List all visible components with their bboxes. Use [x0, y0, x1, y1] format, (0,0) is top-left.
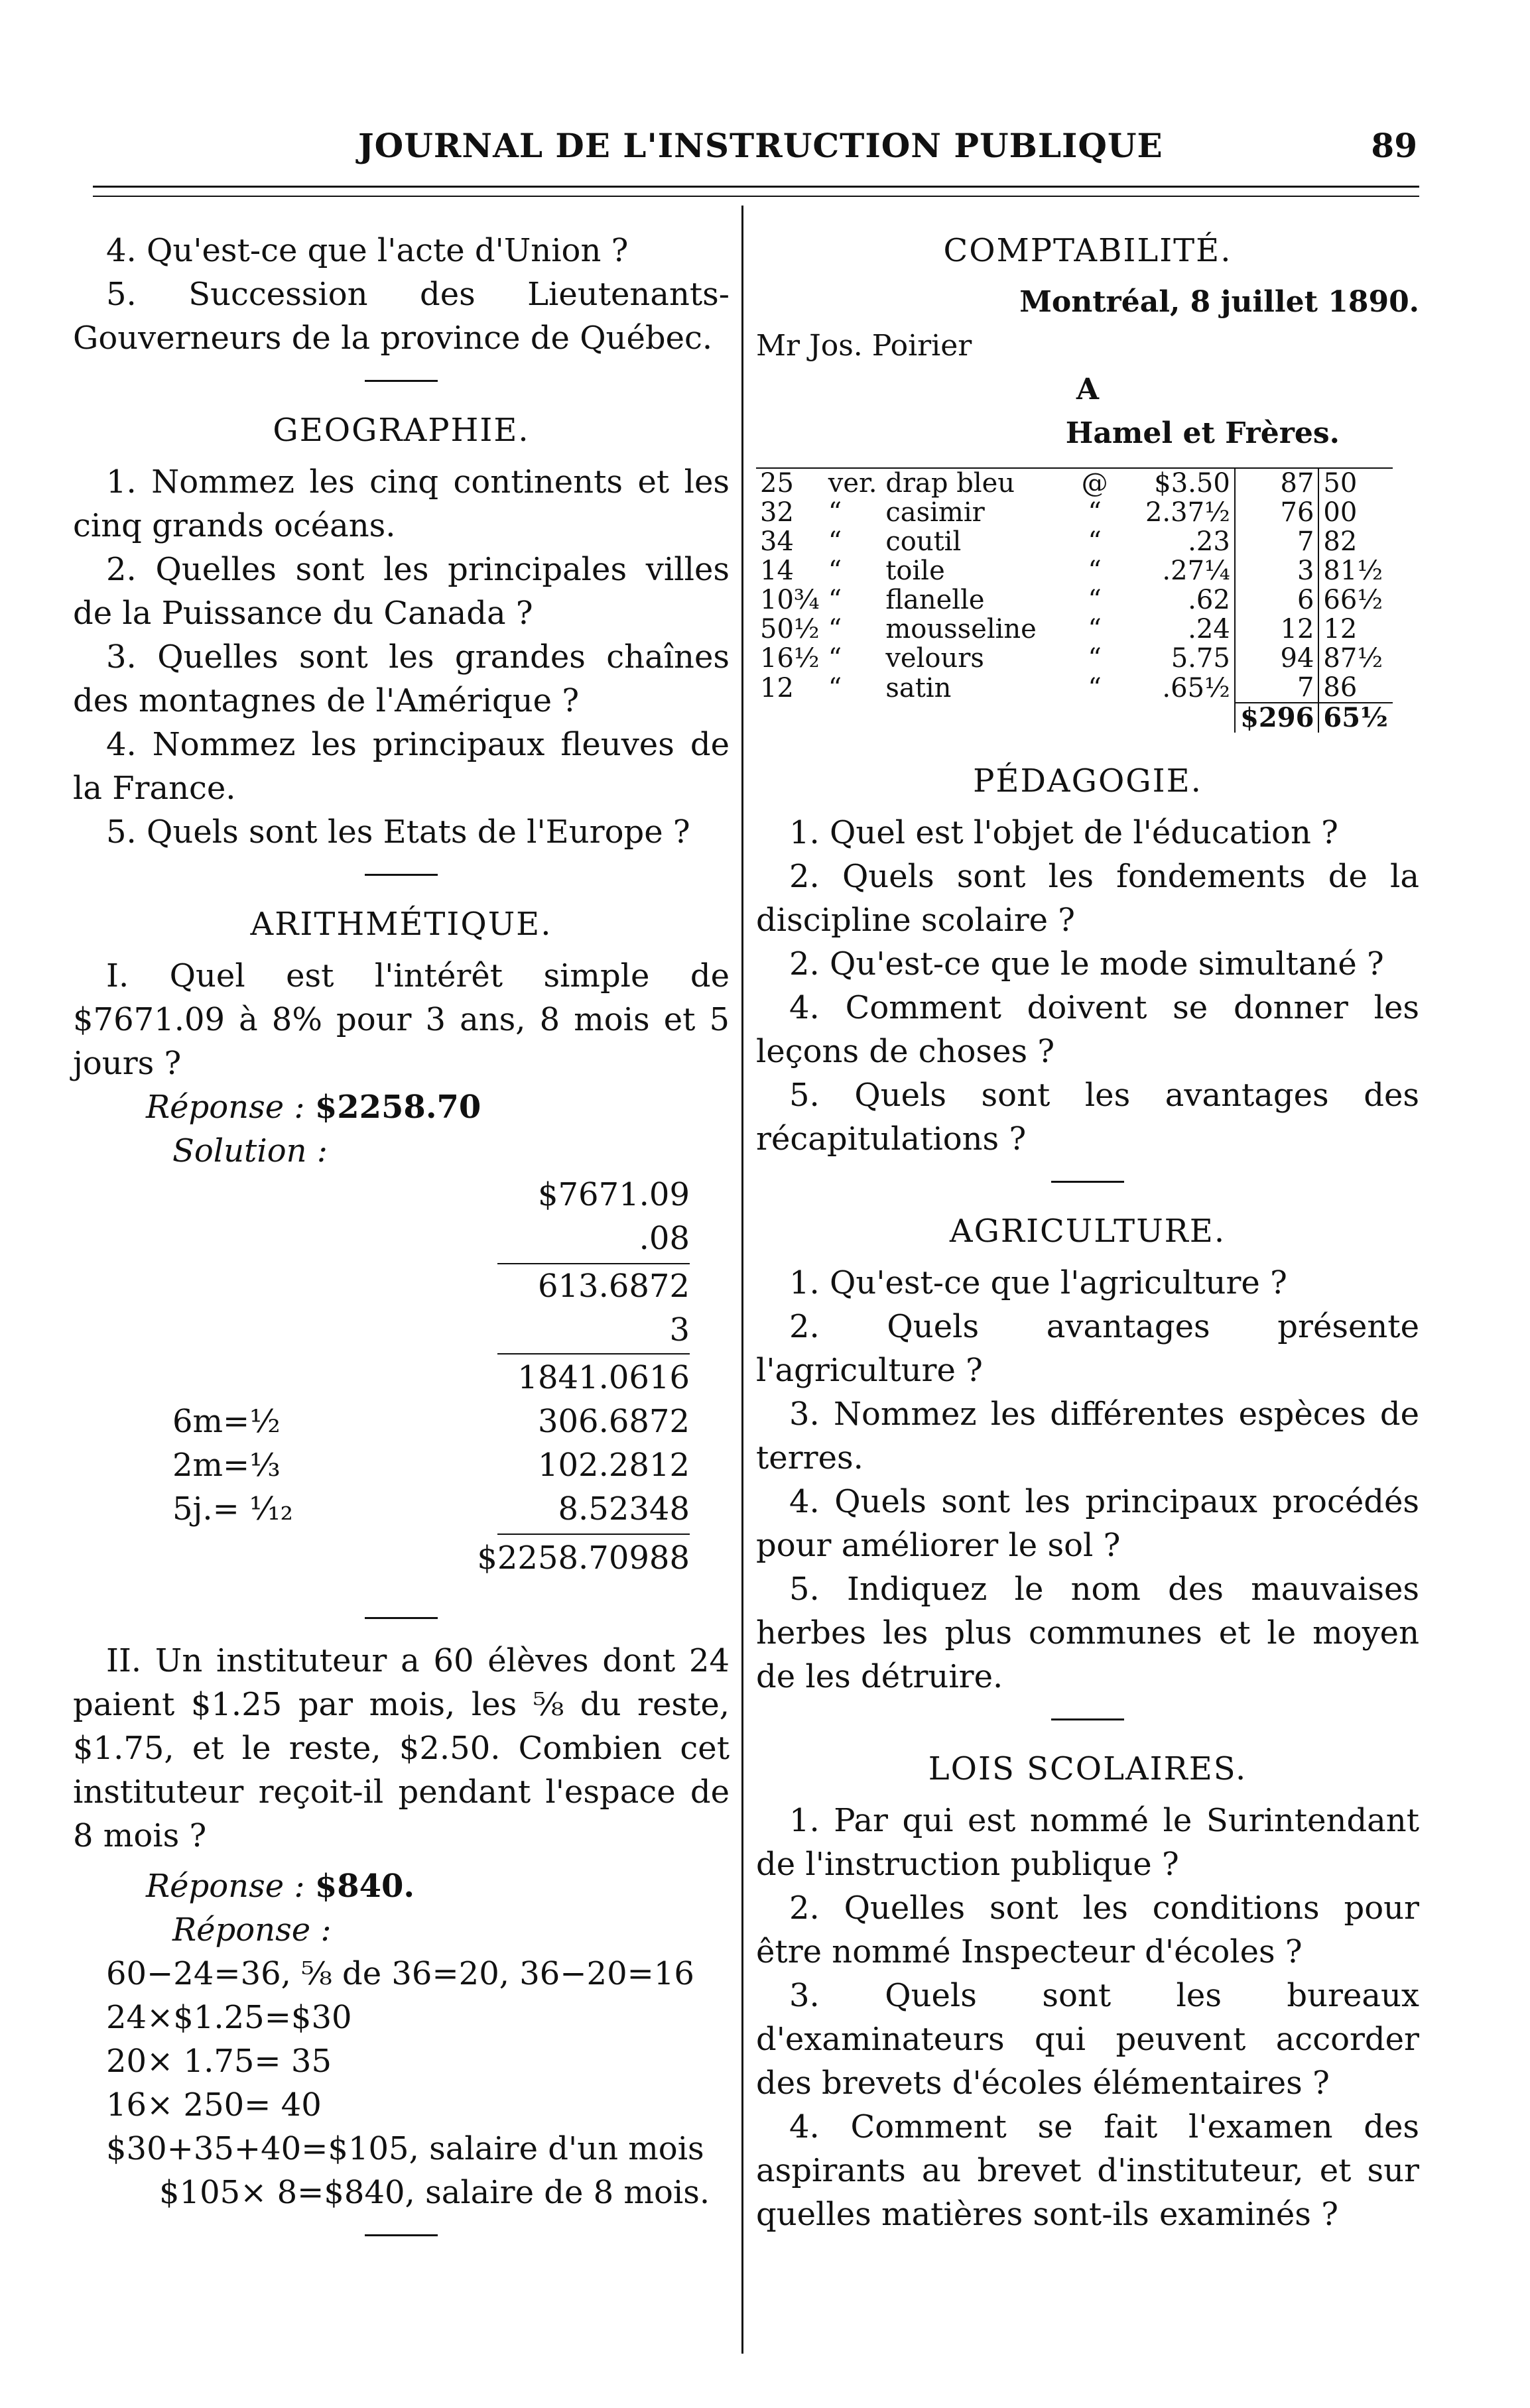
invoice-cell-at: @: [1064, 468, 1125, 498]
section-title-geographie: GEOGRAPHIE.: [273, 412, 530, 449]
journal-title: JOURNAL DE L'INSTRUCTION PUBLIQUE: [358, 126, 1163, 165]
page-number: 89: [1371, 126, 1417, 165]
calc-label: 6m=½: [172, 1403, 281, 1440]
right-column: [756, 229, 1419, 2236]
calc-value: 306.6872: [537, 1403, 690, 1440]
answer-line: [146, 1085, 730, 1129]
calc-value: $7671.09: [537, 1176, 690, 1213]
question-item: 5. Quels sont les avantages des récapitulations ?: [756, 1077, 1419, 1158]
invoice-row: [756, 468, 1393, 498]
question-item: 1. Par qui est nommé le Surintendant de l'instruction publique ?: [756, 1802, 1419, 1883]
running-header: [0, 126, 1530, 179]
calc-label: 2m=⅓: [172, 1447, 281, 1484]
calc-total: $2258.70988: [477, 1539, 690, 1577]
invoice-total-dollars: $296: [1235, 703, 1319, 733]
invoice-cell-p: 2.37½: [1145, 497, 1230, 528]
invoice-cell-q: 14: [760, 556, 794, 586]
invoice-cell-at: “: [1088, 556, 1102, 586]
invoice-row: [756, 615, 1393, 644]
invoice-cell-u: “: [828, 526, 842, 557]
invoice-cell-d: satin: [885, 672, 952, 703]
answer-value: $2258.70: [314, 1089, 481, 1126]
invoice-cell-q: 12: [760, 672, 794, 703]
invoice-cell-at: “: [1088, 497, 1102, 528]
header-rule-thin: [93, 196, 1419, 197]
invoice-cell-q: 16½: [760, 643, 820, 674]
invoice-cell-q: 10¾: [760, 585, 820, 615]
calc-rule: [497, 1353, 690, 1354]
invoice-cell-d: flanelle: [885, 585, 985, 615]
calc-value: 613.6872: [537, 1268, 690, 1305]
question-item: 3. Quels sont les bureaux d'examinateurs qui peuvent accorder des brevets d'écoles élémentaires ?: [756, 1977, 1419, 2102]
invoice-cell-p: $3.50: [1125, 468, 1235, 498]
question-item: 2. Quels sont les fondements de la discipline scolaire ?: [756, 858, 1419, 939]
question-item: 1. Qu'est-ce que l'agriculture ?: [789, 1264, 1287, 1301]
answer-value: $840.: [314, 1868, 415, 1905]
question-item: II. Un instituteur a 60 élèves dont 24 paient $1.25 par mois, les ⅝ du reste, $1.75, et le reste, $2.50. Combien cet instituteur reçoit-il pendant l'espace de 8 mois ?: [73, 1642, 730, 1854]
invoice-cell-dol: 3: [1235, 556, 1319, 585]
invoice-date: Montréal, 8 juillet 1890.: [1019, 285, 1419, 319]
invoice-cell-d: coutil: [885, 526, 962, 557]
interest-calculation: [73, 1173, 730, 1597]
invoice-cell-dol: 7: [1235, 527, 1319, 556]
invoice-cell-cen: 81½: [1318, 556, 1393, 585]
invoice-row: [756, 498, 1393, 527]
question-item: 2. Quelles sont les principales villes de la Puissance du Canada ?: [73, 551, 730, 632]
question-item: 4. Quels sont les principaux procédés pour améliorer le sol ?: [756, 1483, 1419, 1564]
calc-value: .08: [639, 1220, 690, 1257]
invoice-cell-u: “: [828, 497, 842, 528]
question-item: 3. Nommez les différentes espèces de terres.: [756, 1396, 1419, 1476]
invoice-cell-u: “: [828, 585, 842, 615]
invoice-cell-p: 5.75: [1171, 643, 1230, 674]
working-line: $30+35+40=$105, salaire d'un mois: [106, 2130, 704, 2167]
invoice-cell-cen: 50: [1318, 468, 1393, 498]
answer-label: Réponse :: [172, 1911, 332, 1949]
invoice-row: [756, 673, 1393, 703]
invoice-cell-cen: 12: [1318, 615, 1393, 644]
calc-value: 1841.0616: [517, 1359, 690, 1396]
question-item: 2. Qu'est-ce que le mode simultané ?: [789, 945, 1384, 983]
invoice-cell-d: mousseline: [885, 614, 1037, 644]
column-divider: [741, 206, 743, 2354]
question-item: I. Quel est l'intérêt simple de $7671.09 à 8% pour 3 ans, 8 mois et 5 jours ?: [73, 957, 730, 1082]
invoice-row: [756, 644, 1393, 673]
invoice-cell-u: “: [828, 556, 842, 586]
invoice-table: [756, 467, 1393, 733]
invoice-cell-at: “: [1088, 614, 1102, 644]
invoice-cell-p: .27¼: [1162, 556, 1230, 586]
invoice-cell-at: “: [1088, 585, 1102, 615]
invoice-cell-q: 25: [756, 468, 824, 498]
invoice-cell-cen: 87½: [1318, 644, 1393, 673]
invoice-cell-cen: 86: [1318, 673, 1393, 703]
solution-label: Solution :: [172, 1132, 328, 1170]
calc-rule: [497, 1534, 690, 1535]
question-item: 5. Quels sont les Etats de l'Europe ?: [106, 813, 690, 851]
working-line: 20× 1.75= 35: [106, 2043, 332, 2080]
invoice-cell-cen: 00: [1318, 498, 1393, 527]
invoice-row: [756, 527, 1393, 556]
invoice-cell-p: .62: [1188, 585, 1230, 615]
section-title-lois-scolaires: LOIS SCOLAIRES.: [928, 1750, 1247, 1787]
invoice-cell-d: velours: [885, 643, 984, 674]
section-separator: [1051, 1718, 1124, 1720]
invoice-cell-q: 34: [760, 526, 794, 557]
invoice-cell-u: “: [828, 643, 842, 674]
invoice-cell-d: casimir: [885, 497, 985, 528]
section-separator: [1051, 1181, 1124, 1183]
invoice-firm: Hamel et Frères.: [1065, 416, 1340, 450]
question-item: 1. Quel est l'objet de l'éducation ?: [789, 814, 1338, 851]
invoice-cell-at: “: [1088, 526, 1102, 557]
invoice-total-row: [756, 703, 1393, 733]
question-item: 4. Comment se fait l'examen des aspirants au brevet d'instituteur, et sur quelles matières sont-ils examinés ?: [756, 2108, 1419, 2233]
question-item: 2. Quels avantages présente l'agriculture ?: [756, 1308, 1419, 1389]
answer-line: [146, 1864, 730, 1908]
invoice-a: A: [1076, 373, 1100, 406]
answer-label: Réponse :: [146, 1089, 305, 1126]
question-item: 4. Nommez les principaux fleuves de la France.: [73, 726, 730, 807]
invoice-cell-dol: 94: [1235, 644, 1319, 673]
section-title-pedagogie: PÉDAGOGIE.: [973, 762, 1202, 800]
section-separator: [365, 1617, 438, 1619]
section-separator: [365, 380, 438, 382]
invoice-row: [756, 556, 1393, 585]
invoice-cell-p: .23: [1188, 526, 1230, 557]
working-line: 60−24=36, ⅝ de 36=20, 36−20=16: [106, 1955, 694, 1992]
answer-working: [106, 1952, 730, 2214]
question-item: 3. Quelles sont les grandes chaînes des montagnes de l'Amérique ?: [73, 638, 730, 719]
question-item: 4. Qu'est-ce que l'acte d'Union ?: [106, 232, 629, 269]
invoice-cell-at: “: [1088, 643, 1102, 674]
invoice-cell-dol: 12: [1235, 615, 1319, 644]
invoice-cell-dol: 87: [1235, 468, 1319, 498]
invoice-cell-cen: 66½: [1318, 585, 1393, 615]
invoice-cell-u: ver.: [824, 468, 882, 498]
section-title-agriculture: AGRICULTURE.: [949, 1213, 1226, 1250]
invoice-cell-cen: 82: [1318, 527, 1393, 556]
calc-value: 3: [669, 1311, 690, 1349]
section-title-comptabilite: COMPTABILITÉ.: [943, 232, 1232, 269]
question-item: 1. Nommez les cinq continents et les cinq grands océans.: [73, 463, 730, 544]
answer-label: Réponse :: [146, 1868, 305, 1905]
section-separator: [365, 874, 438, 876]
invoice-cell-q: 50½: [760, 614, 820, 644]
calc-value: 8.52348: [558, 1490, 690, 1528]
invoice-total-cents: 65½: [1318, 703, 1393, 733]
question-item: 2. Quelles sont les conditions pour être nommé Inspecteur d'écoles ?: [756, 1890, 1419, 1970]
calc-value: 102.2812: [537, 1447, 690, 1484]
invoice-cell-at: “: [1088, 672, 1102, 703]
invoice-cell-d: toile: [885, 556, 945, 586]
invoice-cell-p: .65½: [1162, 672, 1230, 703]
invoice-cell-dol: 76: [1235, 498, 1319, 527]
working-line: 16× 250= 40: [106, 2086, 322, 2124]
invoice-cell-p: .24: [1188, 614, 1230, 644]
working-line: $105× 8=$840, salaire de 8 mois.: [159, 2174, 710, 2211]
question-item: 5. Succession des Lieutenants-Gouverneurs de la province de Québec.: [73, 276, 730, 357]
left-column: [73, 229, 730, 2256]
question-item: 5. Indiquez le nom des mauvaises herbes les plus communes et le moyen de les détruire.: [756, 1571, 1419, 1695]
section-title-arithmetique: ARITHMÉTIQUE.: [250, 906, 552, 943]
invoice-cell-dol: 7: [1235, 673, 1319, 703]
invoice-recipient: Mr Jos. Poirier: [756, 329, 972, 363]
working-line: 24×$1.25=$30: [106, 1999, 352, 2036]
invoice-cell-q: 32: [760, 497, 794, 528]
calc-label: 5j.= ¹⁄₁₂: [172, 1490, 293, 1528]
question-item: 4. Comment doivent se donner les leçons de choses ?: [756, 989, 1419, 1070]
invoice-cell-d: drap bleu: [881, 468, 1064, 498]
invoice-cell-u: “: [828, 672, 842, 703]
section-separator: [365, 2234, 438, 2236]
invoice-row: [756, 585, 1393, 615]
header-rule: [93, 186, 1419, 188]
invoice-cell-dol: 6: [1235, 585, 1319, 615]
invoice-cell-u: “: [828, 614, 842, 644]
